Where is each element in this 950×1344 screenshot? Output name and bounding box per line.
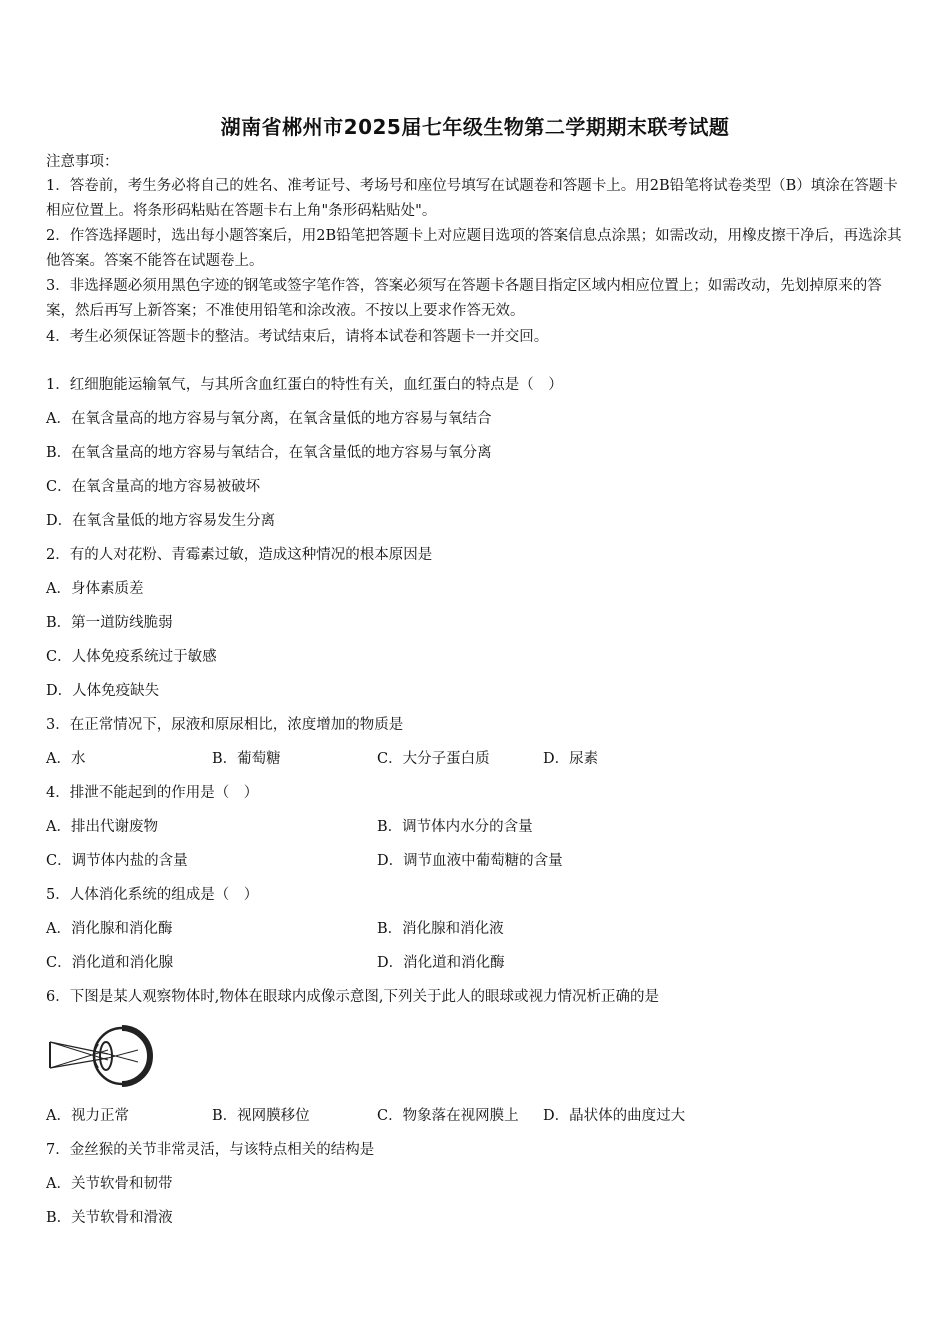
question-2-option-b: B．第一道防线脆弱 [46,615,173,631]
question-4-option-a: A．排出代谢废物 [46,819,158,835]
question-1-option-a: A．在氧含量高的地方容易与氧分离，在氧含量低的地方容易与氧结合 [46,411,492,427]
question-1-option-d: D．在氧含量低的地方容易发生分离 [46,513,276,529]
question-4-option-c: C．调节体内盐的含量 [46,853,188,869]
question-4-option-b: B．调节体内水分的含量 [377,819,533,835]
question-6-option-c: C．物象落在视网膜上 [377,1108,519,1124]
question-1-stem: 1．红细胞能运输氧气，与其所含血红蛋白的特性有关，血红蛋白的特点是（ ） [46,377,563,393]
notice-item-2: 2．作答选择题时，选出每小题答案后，用2B铅笔把答题卡上对应题目选项的答案信息点涂黑；如需改动，用橡皮擦干净后，再选涂其他答案。答案不能答在试题卷上。 [46,228,902,269]
question-2-stem: 2．有的人对花粉、青霉素过敏，造成这种情况的根本原因是 [46,547,433,563]
question-5-stem: 5．人体消化系统的组成是（ ） [46,887,259,903]
eye-diagram-icon [46,1022,162,1090]
question-3-option-b: B．葡萄糖 [212,751,281,767]
question-6-stem: 6．下图是某人观察物体时,物体在眼球内成像示意图,下列关于此人的眼球或视力情况析正确的是 [46,989,659,1005]
question-7-option-a: A．关节软骨和韧带 [46,1176,173,1192]
page-title: 湖南省郴州市2025届七年级生物第二学期期末联考试题 [220,115,730,139]
notice-item-4: 4．考生必须保证答题卡的整洁。考试结束后，请将本试卷和答题卡一并交回。 [46,329,549,345]
question-5-option-a: A．消化腺和消化酶 [46,921,173,937]
question-2-option-a: A．身体素质差 [46,581,144,597]
question-7-stem: 7．金丝猴的关节非常灵活，与该特点相关的结构是 [46,1142,375,1158]
question-4-stem: 4．排泄不能起到的作用是（ ） [46,785,259,801]
question-2-option-d: D．人体免疫缺失 [46,683,160,699]
notice-item-3: 3．非选择题必须用黑色字迹的钢笔或签字笔作答，答案必须写在答题卡各题目指定区域内相应位置上；如需改动，先划掉原来的答案，然后再写上新答案；不准使用铅笔和涂改液。不按以上要求作答无效。 [46,278,882,319]
question-6-option-b: B．视网膜移位 [212,1108,310,1124]
notice-item-1: 1．答卷前，考生务必将自己的姓名、准考证号、考场号和座位号填写在试题卷和答题卡上。用2B铅笔将试卷类型（B）填涂在答题卡相应位置上。将条形码粘贴在答题卡右上角"条形码粘贴处"。 [46,178,898,219]
question-3-option-d: D．尿素 [543,751,599,767]
question-7-option-b: B．关节软骨和滑液 [46,1210,173,1226]
question-1-option-c: C．在氧含量高的地方容易被破坏 [46,479,261,495]
question-5-option-c: C．消化道和消化腺 [46,955,174,971]
question-3-option-a: A．水 [46,751,86,767]
question-1-option-b: B．在氧含量高的地方容易与氧结合，在氧含量低的地方容易与氧分离 [46,445,492,461]
question-2-option-c: C．人体免疫系统过于敏感 [46,649,217,665]
question-6-option-d: D．晶状体的曲度过大 [543,1108,686,1124]
notice-heading: 注意事项： [46,154,119,170]
question-5-option-b: B．消化腺和消化液 [377,921,504,937]
question-3-stem: 3．在正常情况下，尿液和原尿相比，浓度增加的物质是 [46,717,404,733]
question-5-option-d: D．消化道和消化酶 [377,955,505,971]
question-4-option-d: D．调节血液中葡萄糖的含量 [377,853,563,869]
question-6-option-a: A．视力正常 [46,1108,129,1124]
question-3-option-c: C．大分子蛋白质 [377,751,490,767]
